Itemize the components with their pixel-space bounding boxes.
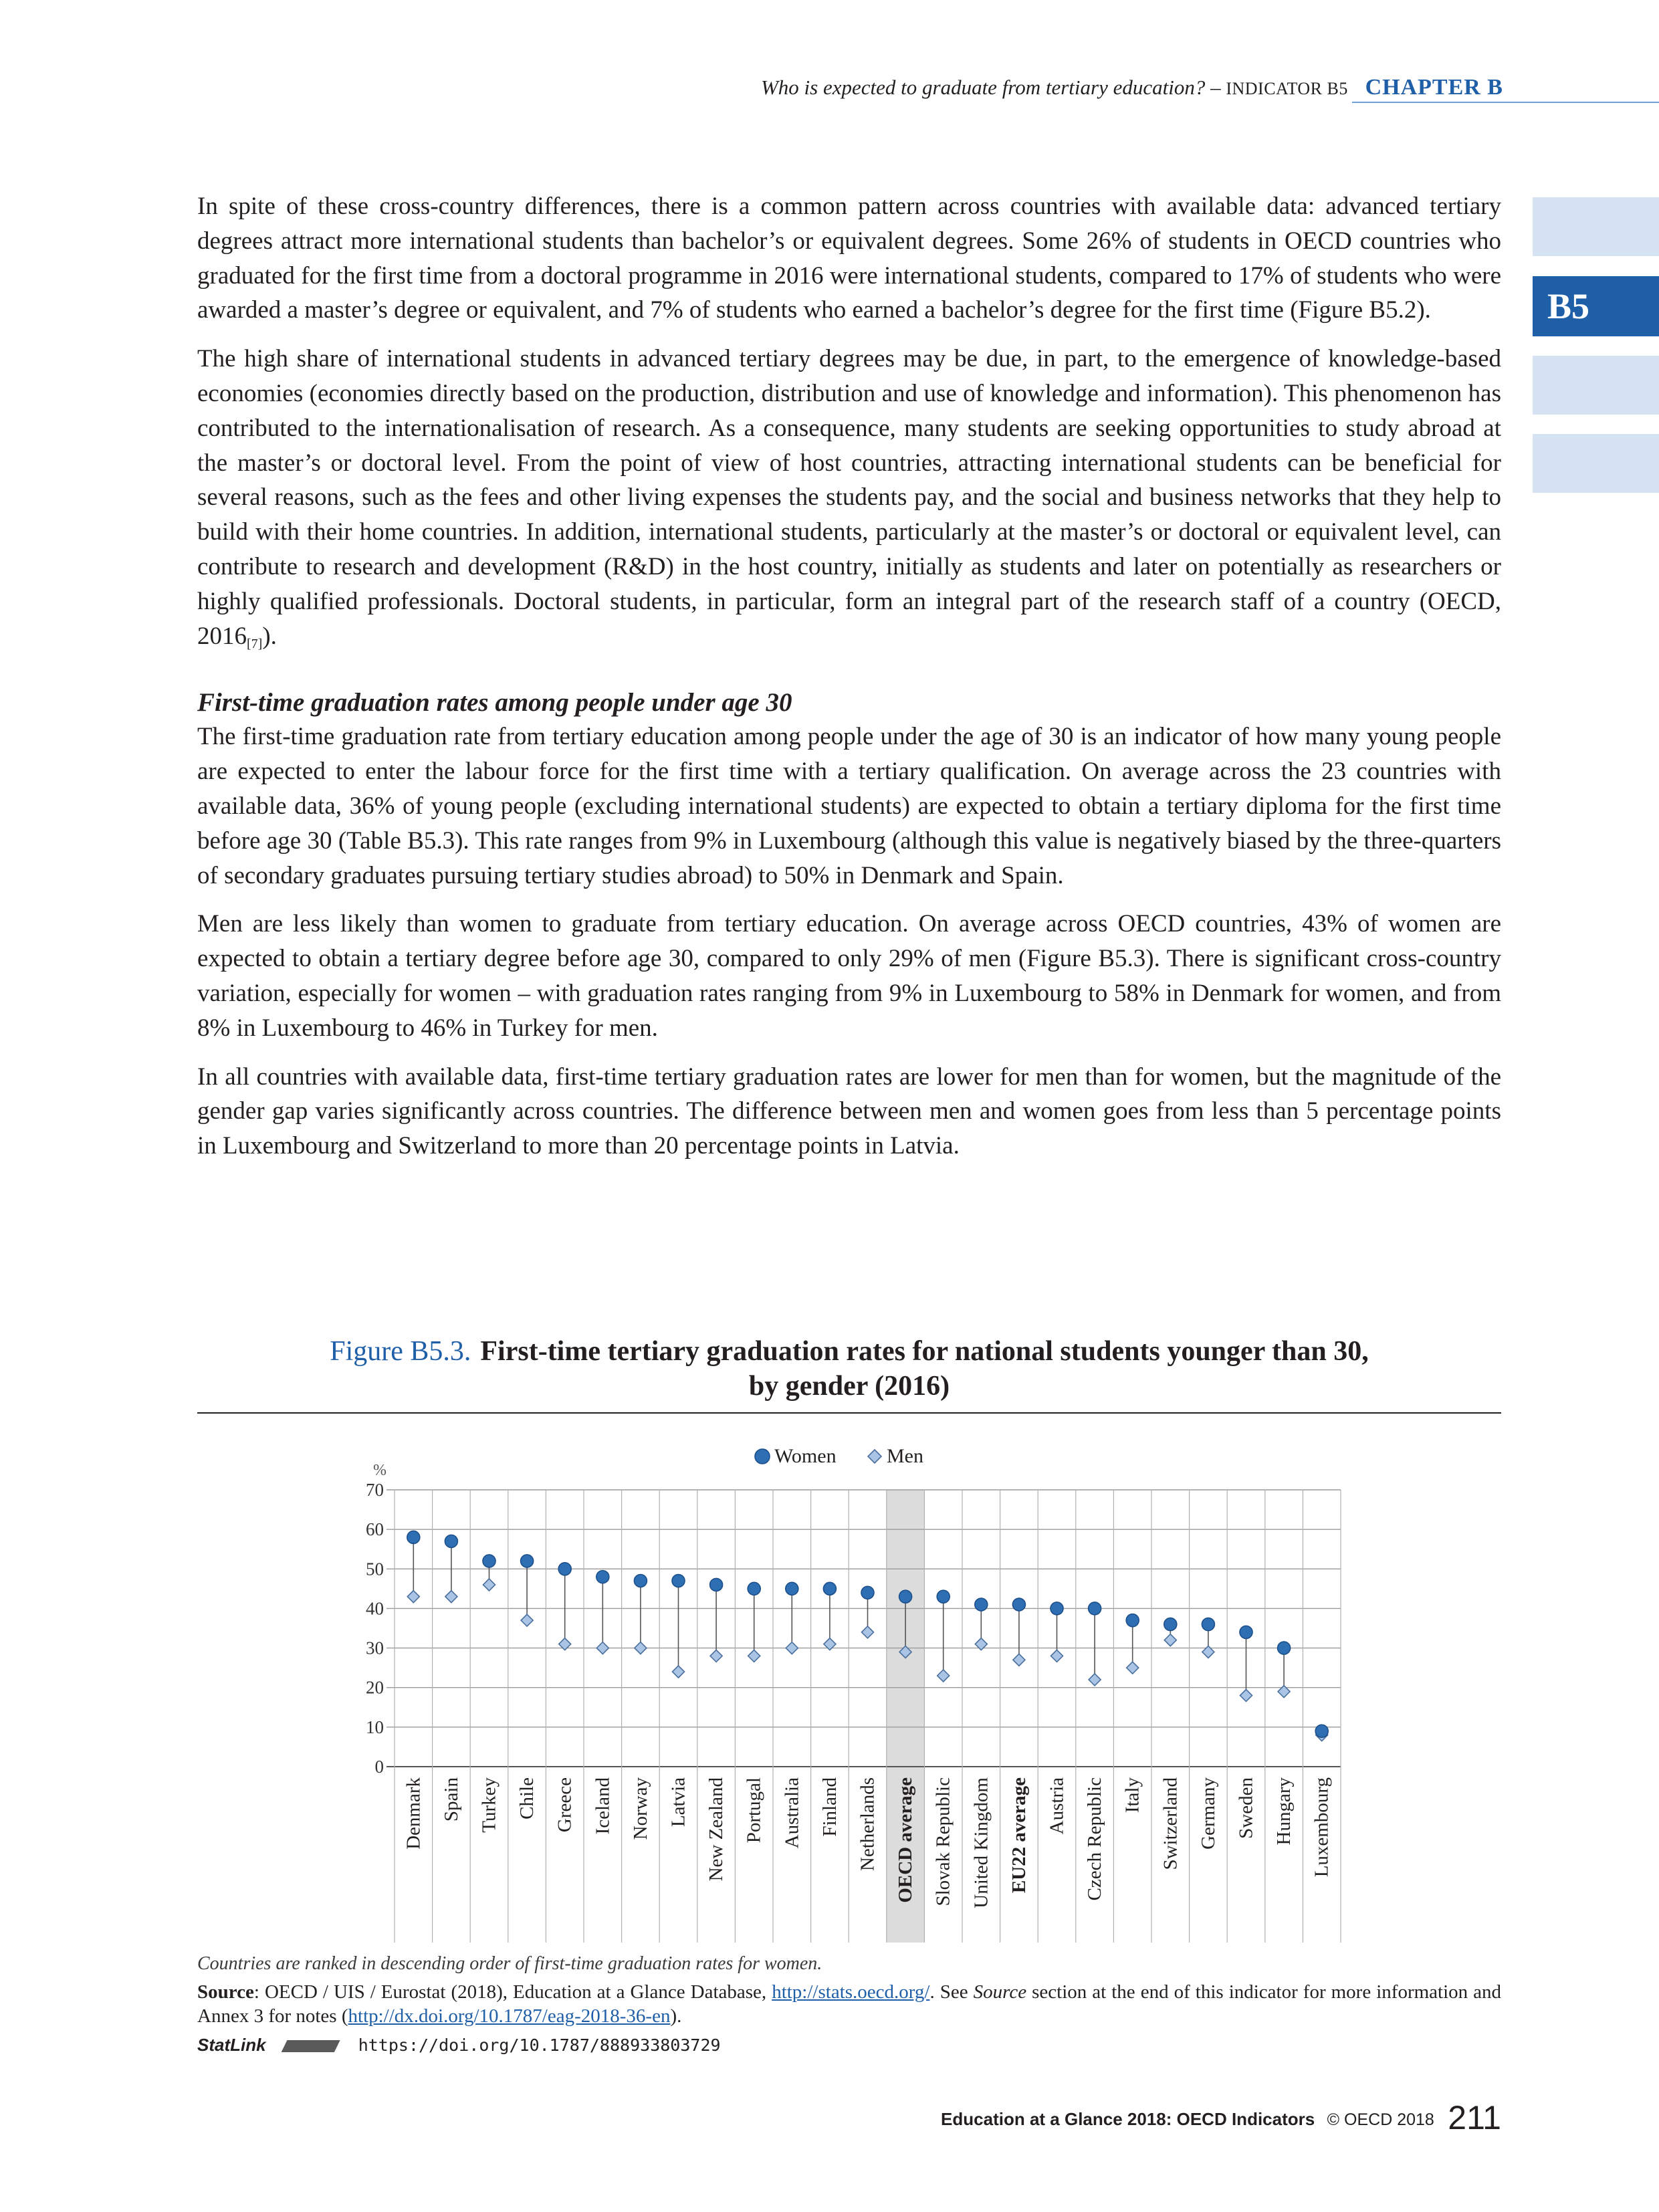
women-point — [672, 1575, 685, 1587]
x-tick-label: Netherlands — [857, 1777, 879, 1872]
men-point — [786, 1642, 798, 1654]
source-link-stats[interactable]: http://stats.oecd.org/ — [772, 1981, 930, 2003]
men-point — [1089, 1674, 1101, 1686]
x-tick-label: Australia — [781, 1777, 803, 1849]
source-text-4: ). — [670, 2005, 682, 2027]
men-point — [407, 1591, 419, 1603]
y-tick-label: 0 — [374, 1757, 384, 1777]
x-tick-label: Iceland — [592, 1777, 614, 1835]
statlink-label: StatLink — [197, 2035, 266, 2055]
header-chapter: CHAPTER B — [1365, 75, 1503, 100]
x-tick-label: Switzerland — [1159, 1777, 1182, 1870]
paragraph-5: In all countries with available data, first-time tertiary graduation rates are lower for men than for women, but the magnitude of the gender gap varies significantly across countries. The difference between men and women goes from less than 5 percentage points in Luxembourg and Switzerland to more than 20 percentage points in Latvia. — [197, 1063, 1501, 1160]
men-point — [596, 1642, 609, 1654]
figure-label: Figure B5.3. — [330, 1336, 471, 1367]
y-tick-label: 10 — [366, 1717, 384, 1737]
paragraph-2-text: The high share of international students in advanced tertiary degrees may be due, in part, to the emergence of knowledge-based economies (economies directly based on the production, distribution and use of knowledge and information). This phenomenon has contributed to the internationalisation of research. As a consequence, many students are seeking opportunities to study abroad at the master’s or doctoral level. From the point of view of host countries, attracting international students can be beneficial for several reasons, such as the fees and other living expenses the students pay, and the social and business networks that they help to build with their home countries. In addition, international students, particularly at the master’s or doctoral or equivalent level, can contribute to research and development (R&D) in the host country, initially as students and later on potentially as researchers or highly qualified professionals. Doctoral students, in particular, form an integral part of the research staff of a country (OECD, 2016 — [197, 345, 1501, 650]
x-tick-label: Turkey — [478, 1777, 500, 1833]
legend-women-label: Women — [774, 1445, 837, 1467]
women-point — [1126, 1614, 1139, 1627]
women-point — [1240, 1626, 1252, 1638]
women-point — [861, 1586, 874, 1599]
figure-title-line1: First-time tertiary graduation rates for national students younger than 30, — [480, 1336, 1369, 1367]
source-text-1: : OECD / UIS / Eurostat (2018), Education at a Glance Database, — [253, 1981, 767, 2003]
women-point — [786, 1582, 798, 1595]
figure-title — [197, 1334, 1501, 1404]
men-point — [710, 1650, 722, 1662]
x-tick-label: EU22 average — [1008, 1777, 1030, 1894]
women-point — [1315, 1725, 1328, 1737]
women-point — [899, 1590, 912, 1603]
x-tick-label: Finland — [818, 1777, 841, 1837]
citation-ref[interactable]: [7] — [247, 636, 263, 651]
paragraph-1: In spite of these cross-country differences, there is a common pattern across countries with available data: advanced tertiary degrees attract more international students than bachelor’s or equivalent degrees. Some 26% of students in OECD countries who graduated for the first time from a doctoral programme in 2016 were international students, compared to 17% of students who were awarded a master’s degree or equivalent, and 7% of students who earned a bachelor’s degree for the first time (Figure B5.2). — [197, 193, 1501, 324]
side-tab-decor-3 — [1533, 434, 1659, 493]
body-text — [197, 189, 1501, 1178]
statlink — [197, 2035, 721, 2056]
women-point — [1089, 1602, 1101, 1615]
paragraph-2-end: ). — [262, 622, 277, 650]
men-point — [483, 1579, 495, 1591]
men-point — [937, 1670, 950, 1682]
x-tick-label: Chile — [516, 1777, 538, 1819]
x-tick-label: Denmark — [403, 1777, 425, 1850]
figure-source — [197, 1980, 1501, 2028]
women-point — [1012, 1598, 1025, 1611]
header-title: Who is expected to graduate from tertiary education? – — [760, 76, 1221, 99]
paragraph-4: Men are less likely than women to graduate from tertiary education. On average across OECD countries, 43% of women are expected to obtain a tertiary degree before age 30, compared to only 29% of men (Figure B5.3). There is significant cross-country variation, especially for women – with graduation rates ranging from 9% in Luxembourg to 58% in Denmark for women, and from 8% in Luxembourg to 46% in Turkey for men. — [197, 910, 1501, 1042]
x-tick-label: Norway — [629, 1777, 651, 1840]
legend-men-marker — [868, 1450, 881, 1463]
men-point — [673, 1666, 685, 1678]
source-text-2: . See — [929, 1981, 968, 2003]
men-point — [862, 1626, 874, 1638]
graduation-rate-chart — [361, 1431, 1351, 1949]
women-point — [558, 1563, 571, 1575]
side-tab-decor-1 — [1533, 197, 1659, 256]
men-point — [1240, 1690, 1252, 1702]
source-link-doi[interactable]: http://dx.doi.org/10.1787/eag-2018-36-en — [348, 2005, 671, 2027]
y-tick-label: 20 — [366, 1677, 384, 1698]
figure-rule — [197, 1412, 1501, 1414]
running-header — [669, 75, 1503, 100]
side-tab-b5[interactable] — [1533, 276, 1659, 336]
side-tab-label: B5 — [1547, 286, 1590, 326]
women-point — [823, 1582, 836, 1595]
x-tick-label: Luxembourg — [1311, 1777, 1333, 1878]
men-point — [445, 1591, 457, 1603]
y-tick-label: 30 — [366, 1638, 384, 1658]
x-tick-label: Czech Republic — [1084, 1777, 1106, 1901]
statlink-logo-icon — [282, 2040, 340, 2052]
women-point — [407, 1531, 420, 1543]
x-tick-label: OECD average — [895, 1777, 917, 1903]
x-tick-label: Italy — [1121, 1777, 1143, 1813]
source-label: Source — [197, 1981, 254, 2003]
x-tick-label: New Zealand — [705, 1777, 728, 1882]
women-point — [596, 1571, 609, 1583]
men-point — [635, 1642, 647, 1654]
paragraph-2 — [197, 342, 1501, 661]
women-point — [975, 1598, 988, 1611]
y-tick-label: 60 — [366, 1519, 384, 1540]
y-tick-label: 40 — [366, 1598, 384, 1619]
men-point — [1051, 1650, 1063, 1662]
header-rule — [1352, 102, 1659, 103]
figure-title-line2: by gender (2016) — [748, 1371, 950, 1402]
y-axis-label: % — [373, 1462, 386, 1479]
x-tick-label: Portugal — [743, 1777, 765, 1844]
x-tick-label: Greece — [554, 1777, 576, 1833]
men-point — [1013, 1654, 1025, 1666]
women-point — [937, 1590, 950, 1603]
women-point — [521, 1555, 534, 1567]
legend-men-label: Men — [887, 1445, 923, 1467]
page-footer — [941, 2098, 1501, 2137]
x-tick-label: Hungary — [1273, 1777, 1295, 1846]
footer-copyright: © OECD 2018 — [1327, 2110, 1434, 2129]
women-point — [1164, 1618, 1177, 1631]
legend-women-marker — [755, 1449, 770, 1464]
source-italic: Source — [973, 1981, 1027, 2003]
men-point — [748, 1650, 760, 1662]
figure-note: Countries are ranked in descending order of first-time graduation rates for women. — [197, 1953, 822, 1974]
page-number: 211 — [1448, 2099, 1501, 2136]
footer-publication: Education at a Glance 2018: OECD Indicators — [941, 2109, 1315, 2129]
section-heading: First-time graduation rates among people under age 30 — [197, 688, 792, 717]
men-point — [1164, 1634, 1176, 1646]
x-tick-label: Spain — [440, 1777, 462, 1822]
x-tick-label: United Kingdom — [970, 1777, 992, 1908]
women-point — [1202, 1618, 1214, 1631]
x-tick-label: Slovak Republic — [932, 1777, 954, 1906]
x-tick-label: Germany — [1197, 1777, 1219, 1850]
header-indicator: INDICATOR B5 — [1226, 79, 1348, 98]
women-point — [445, 1535, 457, 1547]
statlink-url[interactable]: https://doi.org/10.1787/888933803729 — [358, 2035, 721, 2055]
women-point — [748, 1582, 760, 1595]
women-point — [710, 1578, 723, 1591]
source-text-3: section at the end of this indicator for more information and Annex 3 for notes ( — [197, 1981, 1502, 2027]
y-tick-label: 70 — [366, 1480, 384, 1500]
paragraph-3: The first-time graduation rate from tertiary education among people under the age of 30 is an indicator of how many young people are expected to enter the labour force for the first time with a tertiary qualification. On average across the 23 countries with available data, 36% of young people (excluding international students) are expected to obtain a tertiary diploma for the first time before age 30 (Table B5.3). This rate ranges from 9% in Luxembourg (although this value is negatively biased by the three-quarters of secondary graduates pursuing tertiary studies abroad) to 50% in Denmark and Spain. — [197, 723, 1501, 889]
men-point — [521, 1614, 533, 1626]
women-point — [634, 1575, 647, 1587]
women-point — [483, 1555, 495, 1567]
y-tick-label: 50 — [366, 1559, 384, 1579]
x-tick-label: Austria — [1046, 1777, 1068, 1835]
side-tab-decor-2 — [1533, 356, 1659, 415]
x-tick-label: Latvia — [667, 1777, 689, 1828]
men-point — [1127, 1662, 1139, 1674]
x-tick-label: Sweden — [1235, 1777, 1257, 1839]
women-point — [1050, 1602, 1063, 1615]
women-point — [1278, 1642, 1291, 1654]
